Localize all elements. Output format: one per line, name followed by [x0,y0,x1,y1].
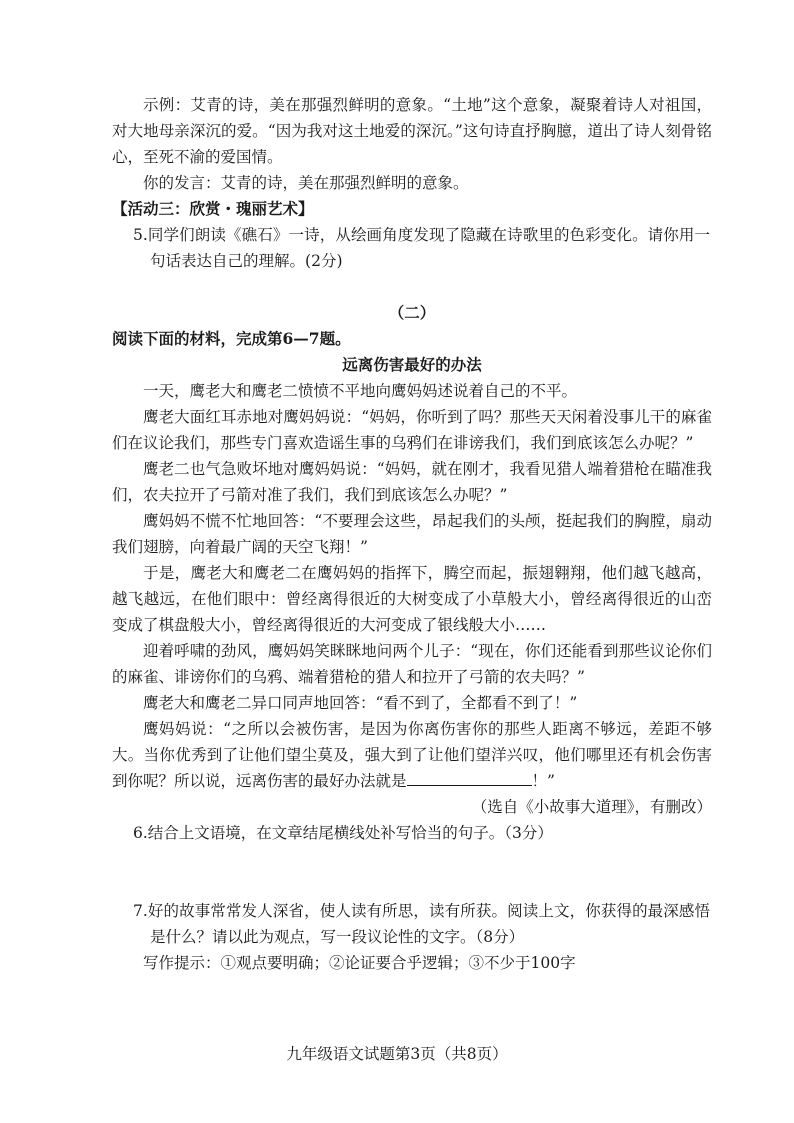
final-text-end: ！” [531,772,555,790]
activity-three-heading: 【活动三：欣赏・瑰丽艺术】 [112,199,314,218]
story-paragraph: 鹰老大和鹰老二异口同声地回答：“看不到了，全都看不到了！” [143,694,578,712]
story-paragraph: 于是，鹰老大和鹰老二在鹰妈妈的指挥下，腾空而起，振翅翱翔，他们越飞越高，越飞越远，在他们眼中：曾经离得很近的大树变成了小草般大小，曾经离得很近的山峦变成了棋盘般大小，曾经离得很近的大河变成了银线般大小…… [112,564,712,634]
question-6: 6.结合上文语境，在文章结尾横线处补写恰当的句子。（3分） [133,824,553,842]
final-text: 鹰妈妈说：“之所以会被伤害，是因为你离伤害你的那些人距离不够远，差距不够大。当你优秀到了让他们望尘莫及，强大到了让他们望洋兴叹，他们哪里还有机会伤害到你呢？所以说，远离伤害的最好办法就是 [112,720,712,790]
answer-blank[interactable] [407,769,532,786]
your-speech: 你的发言：艾青的诗，美在那强烈鲜明的意象。 [143,174,469,192]
story-paragraph: 迎着呼啸的劲风，鹰妈妈笑眯眯地问两个儿子：“现在，你们还能看到那些议论你们的麻雀、诽谤你们的乌鸦、端着猎枪的猎人和拉开了弓箭的农夫吗？” [112,642,712,686]
example-paragraph: 示例：艾青的诗，美在那强烈鲜明的意象。“土地”这个意象，凝聚着诗人对祖国，对大地母亲深沉的爱。“因为我对这土地爱的深沉。”这句诗直抒胸臆，道出了诗人刻骨铭心，至死不渝的爱国情。 [112,96,712,166]
reading-instruction: 阅读下面的材料，完成第6—7题。 [112,329,351,348]
section-two-heading: （二） [388,303,436,322]
question-5: 5.同学们朗读《礁石》一诗，从绘画角度发现了隐藏在诗歌里的色彩变化。请你用一句话表达自己的理解。(2分) [133,226,711,270]
story-title: 远离伤害最好的办法 [342,355,482,374]
question-7: 7.好的故事常常发人深省，使人读有所思，读有所获。阅读上文，你获得的最深感悟是什么？请以此为观点，写一段议论性的文字。（8分） [133,902,711,946]
source-citation: （选自《小故事大道理》，有删改） [471,798,712,816]
story-paragraph: 鹰老二也气急败坏地对鹰妈妈说：“妈妈，就在刚才，我看见猎人端着猎枪在瞄准我们，农夫拉开了弓箭对准了我们，我们到底该怎么办呢？” [112,460,712,504]
writing-tips: 写作提示：①观点要明确；②论证要合乎逻辑；③不少于100字 [143,954,576,972]
story-paragraph: 鹰老大面红耳赤地对鹰妈妈说：“妈妈，你听到了吗？那些天天闲着没事儿干的麻雀们在议论我们，那些专门喜欢造谣生事的乌鸦们在诽谤我们，我们到底该怎么办呢？” [112,408,712,452]
page-footer: 九年级语文试题第3页（共8页） [286,1045,508,1063]
story-paragraph: 一天，鹰老大和鹰老二愤愤不平地向鹰妈妈述说着自己的不平。 [143,382,578,400]
story-final-paragraph [112,716,712,794]
story-paragraph: 鹰妈妈不慌不忙地回答：“不要理会这些，昂起我们的头颅，挺起我们的胸膛，扇动我们翅膀，向着最广阔的天空飞翔！” [112,512,712,556]
